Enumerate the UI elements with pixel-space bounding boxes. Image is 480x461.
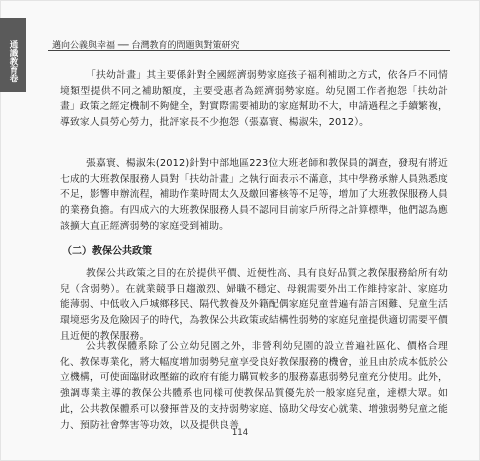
header-divider bbox=[48, 50, 450, 51]
page-number: 114 bbox=[231, 428, 249, 438]
chapter-side-tab-label: 通識教育卷 bbox=[8, 40, 18, 83]
chapter-side-tab bbox=[0, 18, 26, 92]
section-heading: （二）教保公共政策 bbox=[62, 246, 152, 257]
running-header: 邁向公義與幸福 ── 台灣教育的問題與對策研究 bbox=[52, 41, 240, 51]
body-paragraph-3: 教保公共政策之目的在於提供平價、近便性高、具有良好品質之教保服務給所有幼兒（含弱勢）。在就業競爭日趨激烈、婦職不穩定、母親需要外出工作維持家計、家庭功能薄弱、中低收入戶城鄉移民、隔代教養及外籍配偶家庭兒童普遍有語言困難、兒童生活環境惡劣及危險因子的時代，為教保公共政策或結構性弱勢的家庭兒童提供適切需要平價且近便的教保服務。 bbox=[60, 268, 448, 342]
body-paragraph-4: 公共教保體系除了公立幼兒園之外，非營利幼兒園的設立普遍社區化、價格合理化、教保專業化，將大幅度增加弱勢兒童享受良好教保服務的機會，並且由於成本低於公立機構，可使面臨財政壓縮的政府有能力購買較多的服務嘉惠弱勢兒童充分使用。此外，強調專業主導的教保公共體系也同樣可使教保品質優先於一般家庭兒童，達標大眾。如此，公共教保體系可以發揮普及的支持弱勢家庭、協助父母安心就業、增強弱勢兒童之能力、預防社會弊害等功效，以及提供良善 bbox=[60, 341, 448, 431]
body-paragraph-1: 「扶幼計畫」其主要係針對全國經濟弱勢家庭孩子福利補助之方式，依各戶不同情境類型提供不同之補助額度，主要受惠者為經濟弱勢家庭。幼兒園工作者抱怨「扶幼計畫」政策之經定機制不夠健全，對實際需要補助的家庭幫助不大，申請過程之手續繁複，導致家人員勞心勞力，批評家長不少抱怨（張嘉寰、楊淑朱，2012）。 bbox=[60, 70, 448, 129]
body-paragraph-2: 張嘉寰、楊淑朱(2012)針對中部地區223位大班老師和教保員的調查，發現有將近七成的大班教保服務人員對「扶幼計畫」之執行面表示不滿意，其中學務承辦人員熟悉度不足，影響申辦流程，補助作業時間太久及繳回審核等不足等，增加了大班教保服務人員的業務負擔。有四成六的大班教保服務人員不認同目前家戶所得之計算標準，他們認為應該擴大直正經濟弱勢的家庭受到補助。 bbox=[60, 158, 448, 232]
